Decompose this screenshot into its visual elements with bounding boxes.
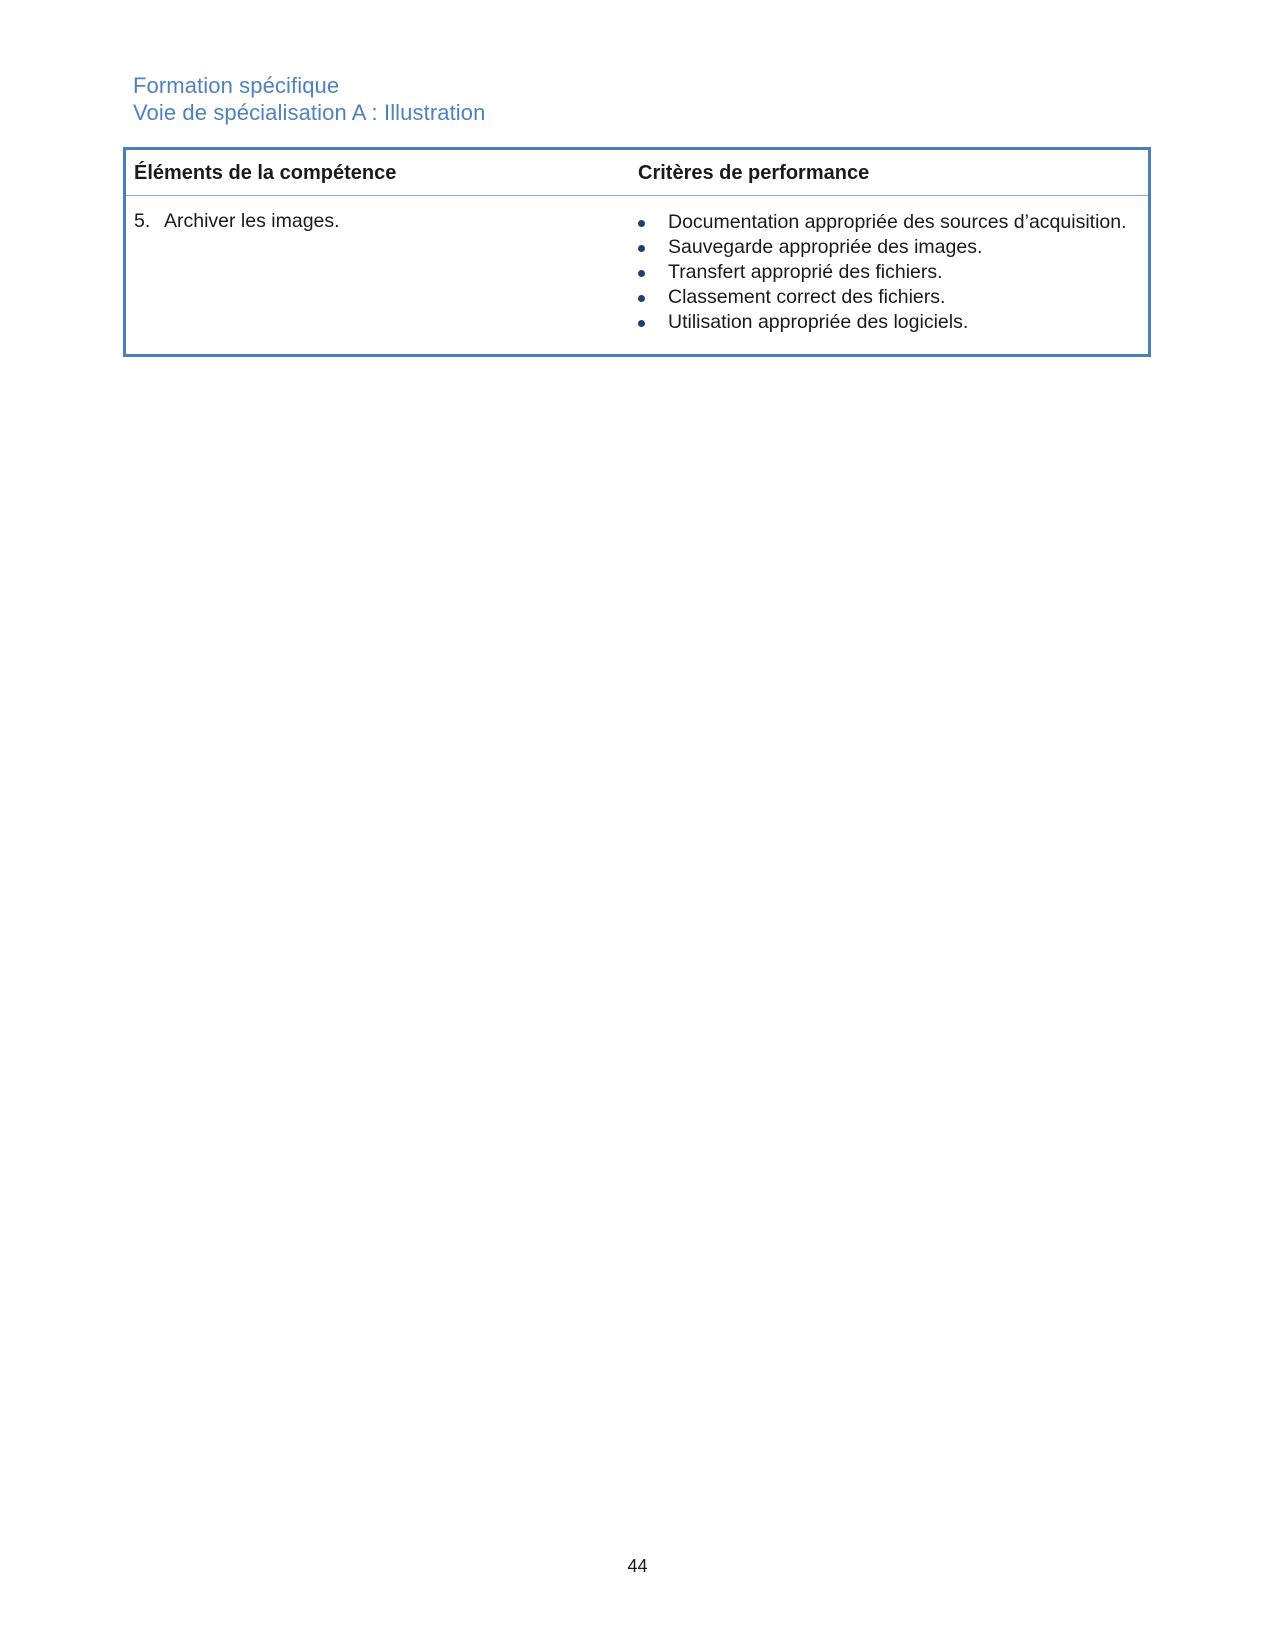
criteria-cell (638, 196, 1148, 354)
criteria-text: Utilisation appropriée des logiciels. (668, 311, 969, 333)
bullet-icon (638, 270, 645, 277)
criteria-item (638, 210, 1148, 235)
page-number: 44 (627, 1556, 648, 1576)
element-text: Archiver les images. (164, 210, 340, 232)
header-specialization-title: Voie de spécialisation A : Illustration (133, 100, 486, 125)
criteria-text: Transfert approprié des fichiers. (668, 261, 943, 283)
criteria-list (638, 196, 1148, 335)
column-heading-elements: Éléments de la compétence (134, 162, 397, 184)
criteria-item (638, 310, 1148, 335)
bullet-icon (638, 245, 645, 252)
bullet-icon (638, 295, 645, 302)
bullet-icon (638, 220, 645, 227)
competence-table (123, 147, 1151, 357)
criteria-text: Sauvegarde appropriée des images. (668, 236, 983, 258)
element-cell (126, 196, 638, 354)
element-number: 5. (134, 210, 151, 232)
table-row (126, 196, 1148, 354)
column-heading-criteria: Critères de performance (638, 162, 870, 184)
criteria-item (638, 235, 1148, 260)
bullet-icon (638, 320, 645, 327)
header-section-title: Formation spécifique (133, 73, 340, 98)
criteria-item (638, 260, 1148, 285)
criteria-item (638, 285, 1148, 310)
criteria-text: Classement correct des fichiers. (668, 286, 946, 308)
table-header-row (126, 150, 1148, 196)
criteria-text: Documentation appropriée des sources d’acquisition. (668, 211, 1127, 233)
page-header (133, 72, 485, 126)
